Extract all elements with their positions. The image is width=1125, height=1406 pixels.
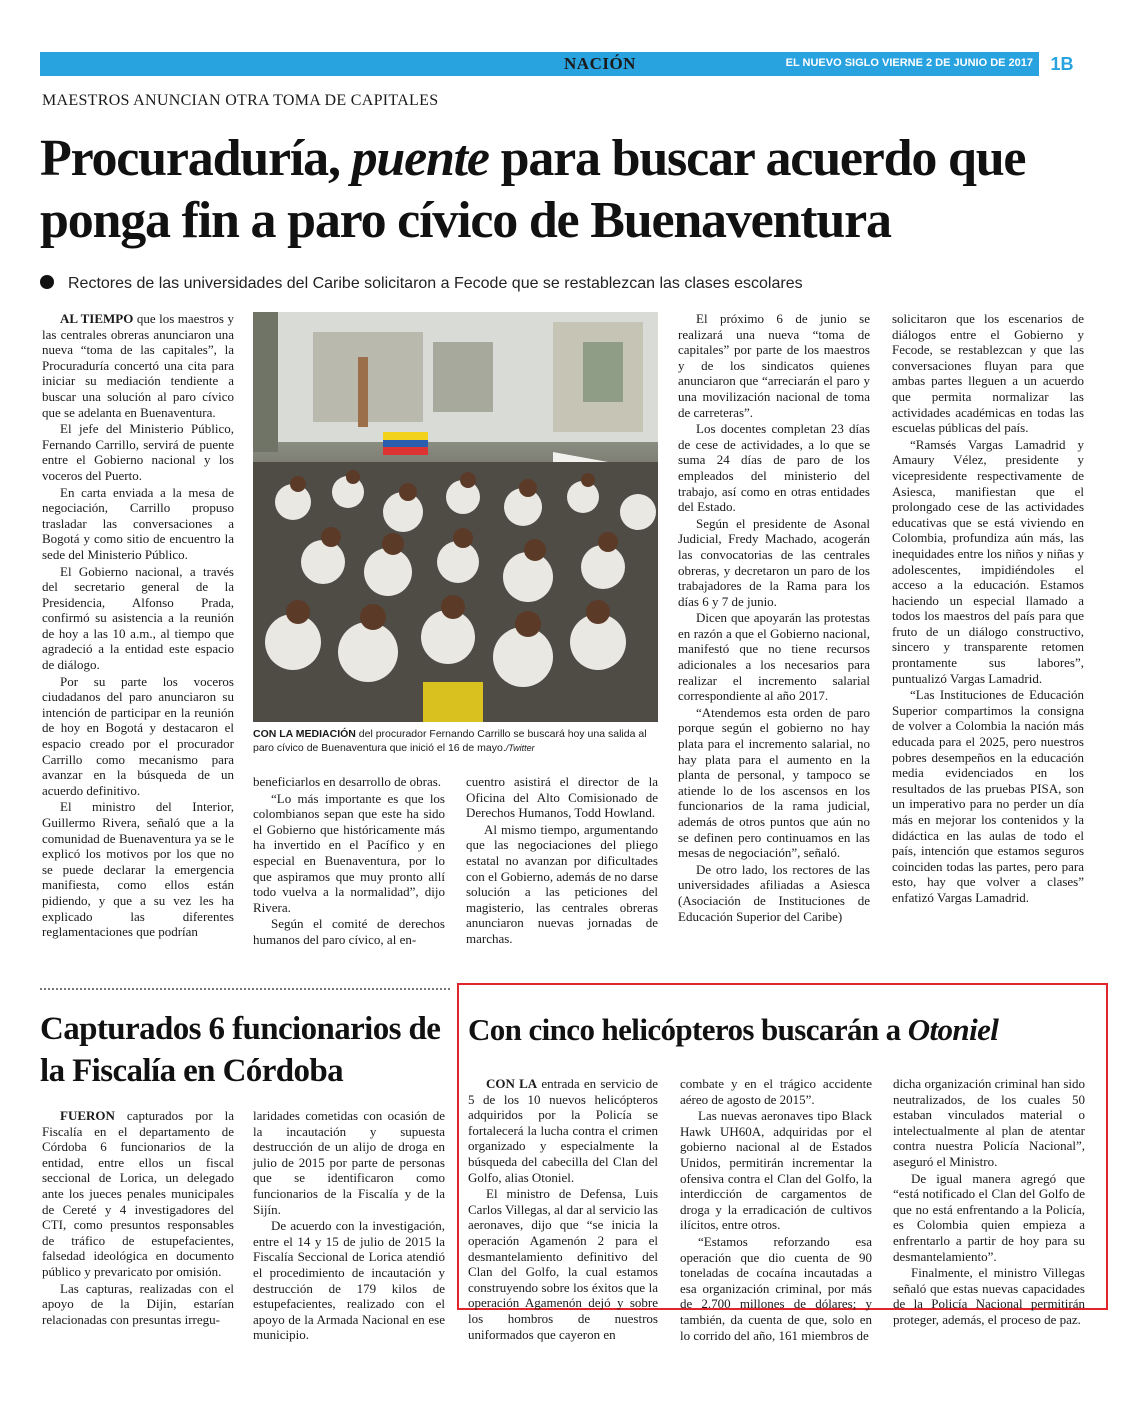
paragraph [678,421,870,515]
paragraph-text: Dicen que apoyarán las protestas en razón a que el Gobierno nacional, manifestó que no tiene recursos adicionales a los necesarios para realizar el incremento salarial correspondiente al año 2017. [678,610,870,704]
paragraph-text: El jefe del Ministerio Público, Fernando Carrillo, servirá de puente entre el Gobierno nacional y los voceros del Puerto. [42,421,234,483]
paragraph [466,822,658,947]
section-header-band [40,52,1085,76]
paragraph-text: Las capturas, realizadas con el apoyo de la Dijin, estarían relacionadas con presuntas irregu- [42,1280,234,1327]
paragraph-text: “Estamos reforzando esa operación que dio cuenta de 90 toneladas de cocaína incautadas a esa organización criminal, por más de 2.700 millones de dólares; y también, da cuenta de que, solo en lo corrido del año, 161 miembros de [680,1233,872,1343]
paragraph [42,1281,234,1328]
paragraph-text: El ministro de Defensa, Luis Carlos Villegas, al dar al servicio las aeronaves, dijo que “se inicia la operación Agamenón 2 para el desmantelamiento definitivo del Clan del Golfo, la cual estamos construyendo sobre los éxitos que la operación Agamenón dejó y sobre los hombros de nuestros uniformados que cayeron en [468,1186,658,1342]
paragraph [680,1076,872,1107]
main-column-3 [466,774,658,964]
paragraph-text: laridades cometidas con ocasión de la incautación y supuesta destrucción de un alijo de droga en julio de 2015 por parte de personas que se identificaron como funcionarios de la Fiscalía y de la Sijín. [253,1108,445,1217]
paragraph-text: Los docentes completan 23 días de cese de actividades, a lo que se suma 24 días de paro de los empleados del ministerio del trabajo, así como en otras entidades del Estado. [678,421,870,515]
paragraph [892,311,1084,436]
paragraph [253,774,445,790]
photo-caption: CON LA MEDIACIÓN del procurador Fernando Carrillo se buscará hoy una salida al paro cívico de Buenaventura que inició el 16 de mayo./Twitter [253,728,647,754]
story3-column-3 [893,1076,1085,1327]
lead-in: CON LA [486,1076,538,1091]
main-column-4 [678,311,870,961]
page-number: 1B [1039,52,1085,76]
paragraph-text: “Lo más importante es que los colombianos sepan que este ha sido el Gobierno que históricamente más ha invertido en el Pacífico y en especial en Buenaventura, por lo que aspiramos que muy pronto allí todo vuelva a la normalidad”, dijo Rivera. [253,790,445,915]
lead-in: AL TIEMPO [60,311,134,326]
publication-date: EL NUEVO SIGLO VIERNE 2 DE JUNIO DE 2017 [785,57,1033,69]
main-headline: Procuraduría, puente para buscar acuerdo que ponga fin a paro cívico de Buenaventura [40,130,1026,249]
paragraph [42,799,234,939]
paragraph-text: combate y en el trágico accidente aéreo de agosto de 2015”. [680,1076,872,1107]
dotted-divider [40,988,450,990]
kicker: MAESTROS ANUNCIAN OTRA TOMA DE CAPITALES [42,92,439,109]
paragraph-text: capturados por la Fiscalía en el departamento de Córdoba 6 funcionarios de la entidad, entre ellos un fiscal seccional de Lorica, un delegado ante los jueces penales municipales de Cereté y 4 investigadores del CTI, como presuntos responsables de tráfico de estupefacientes, falsedad ideológica en documento público y prevaricato por omisión. [42,1108,234,1279]
story2-column-1 [42,1108,234,1327]
paragraph-text: El ministro del Interior, Guillermo Rivera, señaló que a la comunidad de Buenaventura ya se le explicó los motivos por los que no se puede declarar la emergencia manifiesta, como ellos están pidiendo, y que a su vez les ha explicado las diferentes reglamentaciones que podrían [42,799,234,940]
protest-photo [253,312,658,722]
paragraph [468,1186,658,1342]
paragraph [892,687,1084,905]
story2-column-2 [253,1108,445,1343]
paragraph-text: De acuerdo con la investigación, entre el 14 y 15 de julio de 2015 la Fiscalía Seccional de Lorica atendió el procedimiento de incautación y destrucción de 179 kilos de estupefacientes, realizado con el apoyo de la Armada Nacional en ese municipio. [253,1218,445,1343]
paragraph-text: “Atendemos esta orden de paro porque según el gobierno no hay plata para el incremento salarial, no hay plata para el aumento en la planta de personal, y tampoco se atiende lo de los ascensos en los funcionarios de la rama judicial, además de otros puntos que aún no se definen pero continuamos en las mesas de negociación”, señaló. [678,704,870,861]
paragraph-text: En carta enviada a la mesa de negociación, Carrillo propuso trasladar las conversaciones a Bogotá y como sitio de encuentro la sede del Ministerio Público. [42,484,234,562]
story3-headline: Con cinco helicópteros buscarán a Otoniel [468,1012,999,1047]
paragraph-text: Según el presidente de Asonal Judicial, Fredy Machado, acogerán las convocatorias de las centrales obreras, y decretaron un paro de los trabajadores de la Rama para los días 6 y 7 de junio. [678,515,870,609]
paragraph [892,437,1084,687]
paragraph-text: Por su parte los voceros ciudadanos del paro anunciaron su intención de participar en la reunión de hoy en Bogotá y destacaron el espacio creado por el procurador Carrillo como mecanismo para avanzar en la búsqueda de un acuerdo definitivo. [42,673,234,798]
paragraph [42,421,234,483]
section-name: NACIÓN [564,54,636,73]
paragraph [253,1218,445,1343]
main-column-1 [42,311,234,961]
paragraph [42,485,234,563]
story3-column-2 [680,1076,872,1343]
paragraph-text: Al mismo tiempo, argumentando que las negociaciones del pliego estatal no avanzan por dificultades con el Gobierno, además de no darse solución a las peticiones del magisterio, las centrales obreras anunciaron nuevas jornadas de marchas. [466,821,658,946]
story3-column-1 [468,1076,658,1342]
paragraph-text: El próximo 6 de junio se realizará una nueva “toma de capitales” por parte de los maestros y de los sindicatos quienes anunciaron que “arreciarán el paro y una movilización nacional de toma de carreteras”. [678,311,870,420]
paragraph [253,916,445,947]
paragraph-text: Finalmente, el ministro Villegas señaló que estas nuevas capacidades de la Policía Nacional permitirán proteger, además, el proceso de paz. [893,1265,1085,1327]
paragraph [678,516,870,610]
paragraph [893,1171,1085,1265]
paragraph [42,674,234,799]
paragraph-text: cuentro asistirá el director de la Oficina del Alto Comisionado de Derechos Humanos, Todd Howland. [466,774,658,821]
paragraph-text: que los maestros y las centrales obreras anunciaron una nueva “toma de las capitales”, la Procuraduría concertó una cita para iniciar su mediación tendiente a buscar una solución al paro cívico que se adelanta en Buenaventura. [42,311,234,420]
paragraph [466,774,658,821]
paragraph [678,862,870,924]
paragraph-text: De otro lado, los rectores de las universidades afiliadas a Asiesca (Asociación de Instituciones de Educación Superior del Caribe) [678,861,870,924]
paragraph [42,1108,234,1280]
paragraph-text: De igual manera agregó que “está notificado el Clan del Golfo de que no está enfrentando a la Policía, es Colombia quien empieza a enfrentarlo a partir de hoy para su desmantelamiento”. [893,1170,1085,1264]
paragraph-text: Según el comité de derechos humanos del paro cívico, al en- [253,916,445,947]
paragraph [253,1108,445,1217]
summary-line: Rectores de las universidades del Caribe solicitaron a Fecode que se restablezcan las clases escolares [40,275,1090,293]
paragraph-text: beneficiarlos en desarrollo de obras. [253,774,442,789]
main-column-2 [253,774,445,964]
lead-in: FUERON [60,1108,115,1123]
paragraph-text: Las nuevas aeronaves tipo Black Hawk UH60A, adquiridas por el gobierno nacional al de Estados Unidos, permitirán incrementar la ofensiva contra el Clan del Golfo, la interdicción de cargamentos de droga y la erradicación de cultivos ilícitos, entre otros. [680,1108,872,1233]
bullet-icon [40,275,54,289]
story2-headline: Capturados 6 funcionarios de la Fiscalía en Córdoba [40,1011,441,1089]
paragraph [680,1108,872,1233]
paragraph-text: dicha organización criminal han sido neutralizados, de los cuales 50 estaban vinculados material o intelectualmente al plan de atentar contra nuestra Policía Nacional”, aseguró el Ministro. [893,1076,1085,1169]
paragraph [678,610,870,704]
paragraph-text: El Gobierno nacional, a través del secretario general de la Presidencia, Alfonso Prada, confirmó su asistencia a la reunión de hoy a las 10 a.m., al tiempo que agradeció a la entidad este espacio de diálogo. [42,563,234,673]
paragraph [468,1076,658,1185]
paragraph [893,1265,1085,1327]
paragraph-text: entrada en servicio de 5 de los 10 nuevos helicópteros adquiridos por la Policía se fortalecerá la lucha contra el crimen organizado y especialmente la búsqueda del cabecilla del Clan del Golfo, alias Otoniel. [468,1076,658,1185]
paragraph [678,311,870,420]
paragraph [253,791,445,916]
paragraph [678,705,870,861]
paragraph [680,1234,872,1343]
paragraph [893,1076,1085,1170]
main-column-5 [892,311,1084,961]
paragraph-text: “Las Instituciones de Educación Superior compartimos la consigna de volver a Colombia la nación más educada para el 2025, pero nuestros pobres desempeños en la educación media evidenciados en los resultados de las pruebas PISA, son un imperativo para no perder un día más en mejorar los contenidos y la didáctica en las aulas de todo el país, intención que estamos seguros coinciden todas las partes, pero para esto, hay que volver a clases” enfatizó Vargas Lamadrid. [892,687,1084,905]
paragraph [42,311,234,420]
paragraph-text: “Ramsés Vargas Lamadrid y Amaury Vélez, presidente y vicepresidente respectivamente de Asiesca, manifiestan que el prolongado cese de las actividades educativas que se está viviendo en Colombia, profundiza aún más, las inequidades entre los niños y niñas y adolescentes, impidiéndoles el acceso a la educación. Estamos haciendo un especial llamado a todos los maestros del país para que fruto de un diálogo constructivo, sincero y transparente retomen prontamente sus labores”, puntualizó Vargas Lamadrid. [892,436,1084,686]
paragraph-text: solicitaron que los escenarios de diálogos entre el Gobierno y Fecode, se restablezcan y que las conversaciones fluyan para que ambas partes lleguen a un acuerdo que permita normalizar las actividades académicas en todas las escuelas públicas del país. [892,311,1084,436]
paragraph [42,564,234,673]
